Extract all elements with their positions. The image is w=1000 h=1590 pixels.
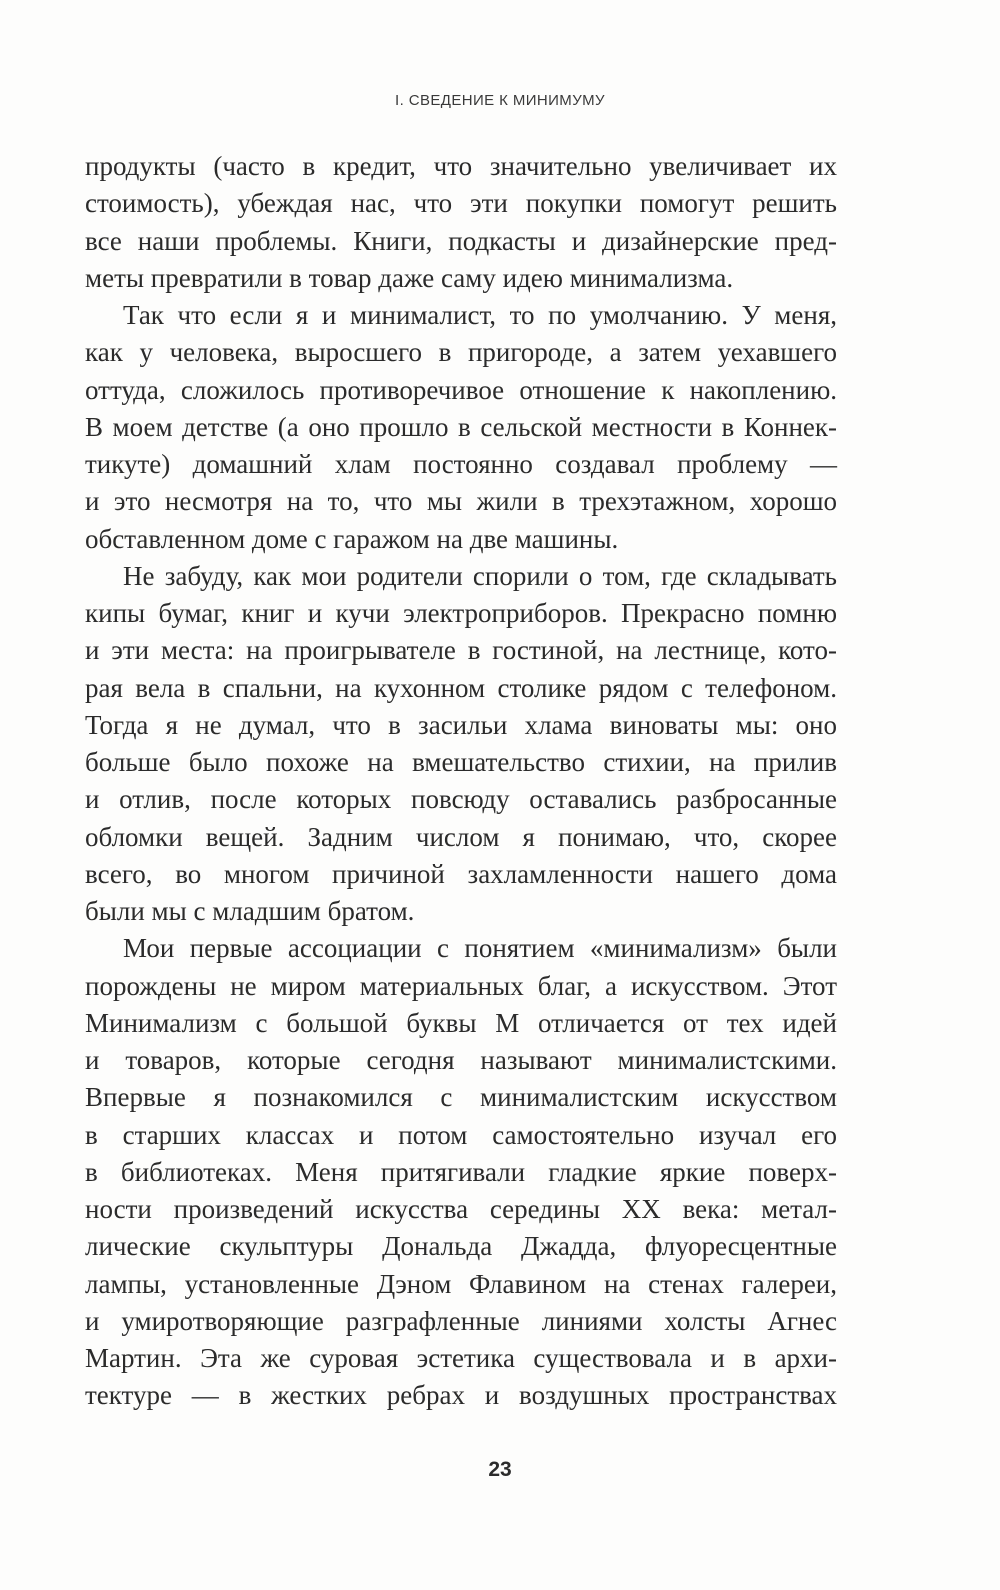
text-line: были мы с младшим братом. bbox=[85, 896, 415, 926]
text-line: рая вела в спальни, на кухонном столике рядом с телефоном. bbox=[85, 672, 837, 703]
text-line: тикуте) домашний хлам постоянно создавал проблему — bbox=[85, 449, 837, 479]
text-line: Минимализм с большой буквы М отличается от тех идей bbox=[85, 1007, 837, 1038]
text-line: и товаров, которые сегодня называют минималистскими. bbox=[85, 1045, 837, 1075]
text-line: обставленном доме с гаражом на две машины. bbox=[85, 523, 619, 554]
text-line: обломки вещей. Задним числом я понимаю, что, скорее bbox=[85, 821, 837, 852]
text-line: стоимость), убеждая нас, что эти покупки помогут решить bbox=[85, 188, 837, 219]
text-line: и умиротворяющие разграфленные линиями холсты Агнес bbox=[85, 1305, 837, 1336]
text-line: оттуда, сложилось противоречивое отношение к накоплению. bbox=[85, 374, 837, 405]
text-line: Не забуду, как мои родители спорили о том, где складывать bbox=[123, 560, 837, 591]
paragraph-3 bbox=[85, 558, 837, 931]
text-line: Мартин. Эта же суровая эстетика существовала и в архи- bbox=[85, 1343, 837, 1373]
text-line: порождены не миром материальных благ, а искусством. Этот bbox=[85, 970, 837, 1001]
text-line: в старших классах и потом самостоятельно изучал его bbox=[85, 1119, 837, 1150]
text-line: Мои первые ассоциации с понятием «минимализм» были bbox=[123, 933, 837, 964]
text-line: Тогда я не думал, что в засильи хлама виноваты мы: оно bbox=[85, 709, 837, 740]
text-line: тектуре — в жестких ребрах и воздушных пространствах bbox=[85, 1380, 837, 1411]
text-line: кипы бумаг, книг и кучи электроприборов. Прекрасно помню bbox=[85, 598, 837, 628]
running-header: I. СВЕДЕНИЕ К МИНИМУМУ bbox=[395, 92, 605, 109]
text-line: и эти места: на проигрывателе в гостиной, на лестнице, кото- bbox=[85, 635, 837, 666]
text-line: и это несмотря на то, что мы жили в трехэтажном, хорошо bbox=[85, 486, 837, 517]
page-number: 23 bbox=[488, 1458, 512, 1481]
text-line: лические скульптуры Дональда Джадда, флуоресцентные bbox=[85, 1231, 837, 1262]
text-line: все наши проблемы. Книги, подкасты и дизайнерские пред- bbox=[85, 225, 837, 256]
body-text bbox=[85, 148, 837, 1415]
text-line: меты превратили в товар даже саму идею минимализма. bbox=[85, 262, 734, 293]
paragraph-4 bbox=[85, 930, 837, 1414]
text-line: в библиотеках. Меня притягивали гладкие яркие поверх- bbox=[85, 1156, 837, 1187]
paragraph-2 bbox=[85, 297, 837, 558]
text-line: Так что если я и минималист, то по умолчанию. У меня, bbox=[123, 300, 837, 330]
text-line: ности произведений искусства середины XX века: метал- bbox=[85, 1194, 837, 1224]
text-line: Впервые я познакомился с минималистским искусством bbox=[85, 1082, 837, 1113]
text-line: всего, во многом причиной захламленности нашего дома bbox=[85, 858, 837, 889]
text-line: лампы, установленные Дэном Флавином на стенах галереи, bbox=[85, 1268, 837, 1299]
text-line: больше было похоже на вмешательство стихии, на прилив bbox=[85, 747, 837, 777]
text-line: В моем детстве (а оно прошло в сельской местности в Коннек- bbox=[85, 411, 837, 442]
paragraph-1 bbox=[85, 148, 837, 297]
text-line: и отлив, после которых повсюду оставались разбросанные bbox=[85, 784, 837, 815]
text-line: как у человека, выросшего в пригороде, а затем уехавшего bbox=[85, 337, 837, 368]
text-line: продукты (часто в кредит, что значительно увеличивает их bbox=[85, 151, 837, 181]
